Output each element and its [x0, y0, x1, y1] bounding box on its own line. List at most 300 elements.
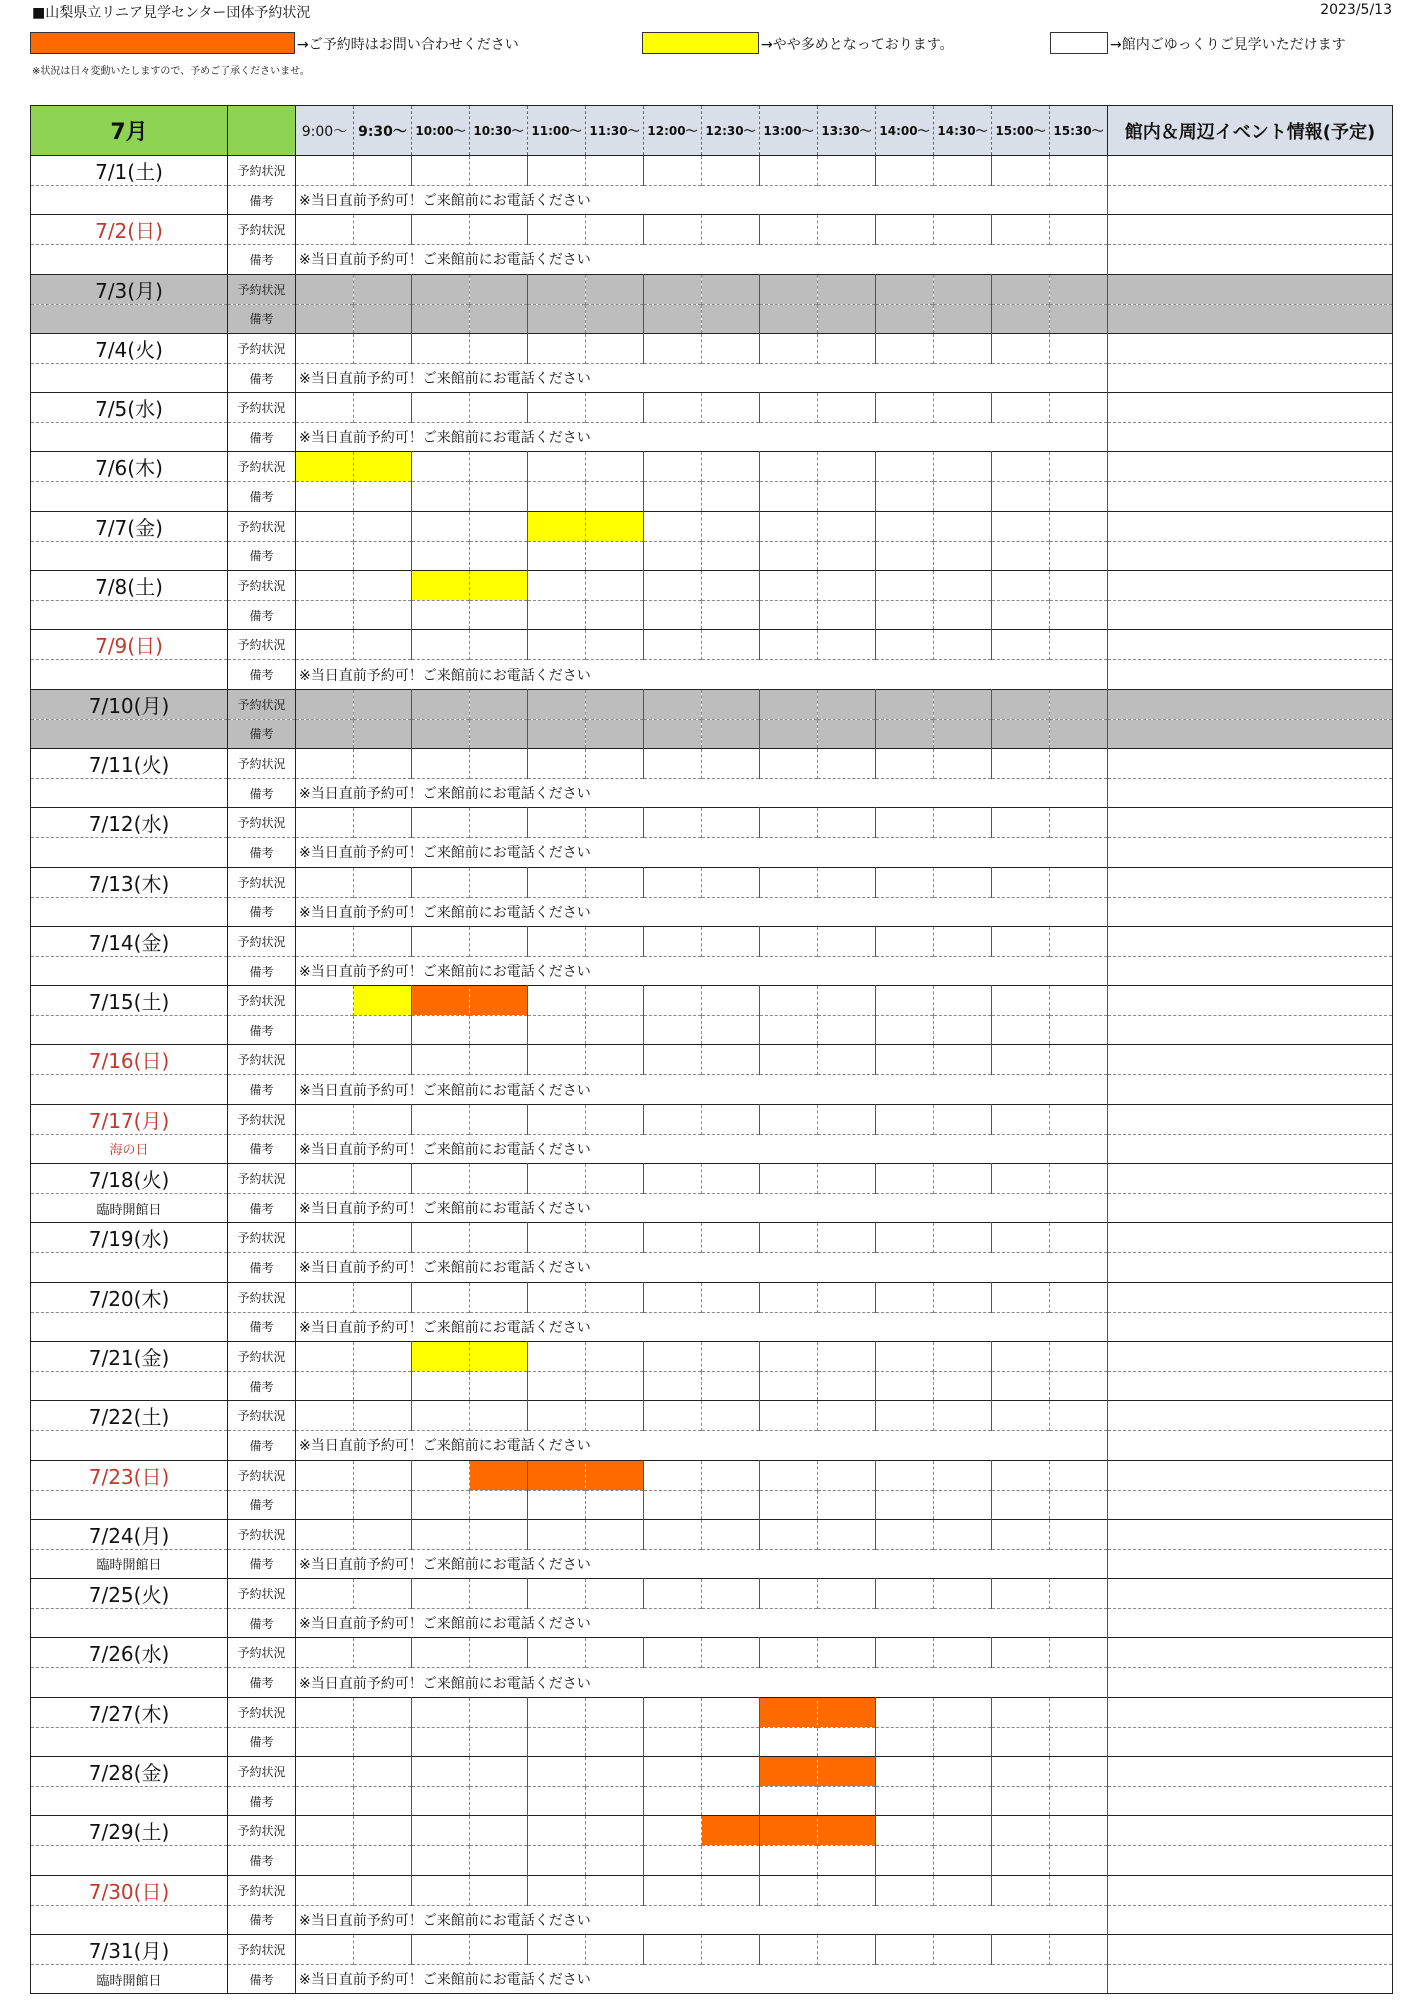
- slot-cell: [586, 571, 644, 601]
- slot-cell: [296, 1223, 354, 1253]
- remark-label: 備考: [228, 186, 296, 215]
- date-cell: 7/19(水): [31, 1223, 228, 1253]
- slot-cell: [412, 808, 470, 838]
- month-header: 7月: [31, 106, 228, 156]
- date-cell: 7/18(火): [31, 1164, 228, 1194]
- slot-cell: [470, 601, 528, 630]
- slot-cell: [644, 1460, 702, 1490]
- remark-cell: ※当日直前予約可！ご来館前にお電話ください: [296, 897, 1108, 926]
- legend-text-orange: →ご予約時はお問い合わせください: [297, 37, 519, 53]
- slot-cell: [644, 1016, 702, 1045]
- slot-cell: [644, 1934, 702, 1964]
- status-label: 予約状況: [228, 393, 296, 423]
- slot-cell: [528, 986, 586, 1016]
- slot-cell: [818, 1401, 876, 1431]
- date-cell: 7/22(土): [31, 1401, 228, 1431]
- slot-cell: [528, 1490, 586, 1519]
- slot-cell: [702, 1875, 760, 1905]
- slot-cell: [992, 1727, 1050, 1756]
- slot-cell: [528, 571, 586, 601]
- table-row: [31, 1194, 1393, 1223]
- event-cell: [1108, 482, 1393, 511]
- table-row: [31, 1164, 1393, 1194]
- slot-cell: [934, 1223, 992, 1253]
- slot-cell: [412, 393, 470, 423]
- slot-cell: [934, 1460, 992, 1490]
- slot-cell: [934, 1816, 992, 1846]
- slot-cell: [760, 333, 818, 363]
- slot-cell: [702, 333, 760, 363]
- date-cell: 7/2(日): [31, 215, 228, 245]
- date-sub-cell: [31, 423, 228, 452]
- slot-cell: [644, 926, 702, 956]
- remark-label: 備考: [228, 1075, 296, 1104]
- date-sub-cell: [31, 660, 228, 689]
- slot-cell: [1050, 393, 1108, 423]
- slot-cell: [818, 1460, 876, 1490]
- slot-cell: [1050, 1016, 1108, 1045]
- slot-header: 11:00〜: [528, 106, 586, 156]
- slot-cell: [296, 304, 354, 333]
- slot-cell: [528, 1016, 586, 1045]
- slot-cell: [296, 1104, 354, 1134]
- slot-cell: [992, 630, 1050, 660]
- slot-cell: [528, 1164, 586, 1194]
- slot-cell: [760, 482, 818, 511]
- slot-cell: [528, 601, 586, 630]
- slot-cell: [876, 1401, 934, 1431]
- event-cell: [1108, 1549, 1393, 1578]
- slot-cell: [876, 215, 934, 245]
- date-sub-cell: [31, 1787, 228, 1816]
- slot-cell: [1050, 1816, 1108, 1846]
- slot-cell: [296, 1875, 354, 1905]
- event-cell: [1108, 926, 1393, 956]
- slot-cell: [470, 1846, 528, 1875]
- slot-cell: [470, 1282, 528, 1312]
- slot-cell: [876, 1727, 934, 1756]
- slot-cell: [934, 601, 992, 630]
- slot-cell: [296, 1638, 354, 1668]
- slot-cell: [644, 1697, 702, 1727]
- slot-cell: [818, 1697, 876, 1727]
- slot-cell: [412, 748, 470, 778]
- slot-cell: [876, 156, 934, 186]
- slot-cell: [354, 1757, 412, 1787]
- slot-cell: [876, 393, 934, 423]
- date-sub-cell: [31, 1905, 228, 1934]
- slot-cell: [992, 156, 1050, 186]
- slot-cell: [354, 1519, 412, 1549]
- slot-cell: [760, 541, 818, 570]
- slot-cell: [934, 1490, 992, 1519]
- slot-cell: [992, 452, 1050, 482]
- slot-cell: [876, 304, 934, 333]
- slot-header: 15:30〜: [1050, 106, 1108, 156]
- slot-cell: [818, 1875, 876, 1905]
- slot-cell: [354, 926, 412, 956]
- event-cell: [1108, 897, 1393, 926]
- table-row: [31, 423, 1393, 452]
- slot-cell: [818, 1223, 876, 1253]
- date-sub-cell: [31, 1846, 228, 1875]
- slot-cell: [1050, 689, 1108, 719]
- event-cell: [1108, 1519, 1393, 1549]
- slot-cell: [934, 1104, 992, 1134]
- slot-cell: [412, 1579, 470, 1609]
- event-cell: [1108, 1164, 1393, 1194]
- slot-cell: [702, 719, 760, 748]
- reservation-table: [30, 105, 1393, 1994]
- slot-cell: [702, 393, 760, 423]
- slot-cell: [934, 1282, 992, 1312]
- slot-cell: [934, 1727, 992, 1756]
- slot-cell: [586, 333, 644, 363]
- slot-cell: [876, 1519, 934, 1549]
- slot-cell: [296, 630, 354, 660]
- date-cell: 7/10(月): [31, 689, 228, 719]
- slot-cell: [354, 1697, 412, 1727]
- event-cell: [1108, 1460, 1393, 1490]
- slot-cell: [644, 304, 702, 333]
- slot-cell: [934, 986, 992, 1016]
- slot-cell: [586, 689, 644, 719]
- slot-cell: [470, 1104, 528, 1134]
- slot-cell: [412, 1401, 470, 1431]
- date-sub-cell: [31, 1490, 228, 1519]
- slot-cell: [702, 1164, 760, 1194]
- status-label: 予約状況: [228, 156, 296, 186]
- slot-cell: [528, 1934, 586, 1964]
- slot-cell: [818, 1816, 876, 1846]
- event-cell: [1108, 1757, 1393, 1787]
- date-cell: 7/25(火): [31, 1579, 228, 1609]
- slot-cell: [470, 511, 528, 541]
- slot-cell: [702, 304, 760, 333]
- table-row: [31, 363, 1393, 392]
- slot-cell: [354, 1934, 412, 1964]
- slot-cell: [586, 452, 644, 482]
- remark-cell: ※当日直前予約可！ご来館前にお電話ください: [296, 1905, 1108, 1934]
- event-cell: [1108, 1431, 1393, 1460]
- slot-cell: [528, 808, 586, 838]
- slot-cell: [354, 333, 412, 363]
- slot-cell: [412, 1727, 470, 1756]
- event-header: 館内＆周辺イベント情報(予定): [1108, 106, 1393, 156]
- slot-cell: [296, 926, 354, 956]
- slot-cell: [702, 1638, 760, 1668]
- slot-cell: [412, 1341, 470, 1371]
- slot-cell: [1050, 333, 1108, 363]
- table-row: [31, 1964, 1393, 1993]
- date-cell: 7/29(土): [31, 1816, 228, 1846]
- slot-cell: [528, 1460, 586, 1490]
- slot-cell: [644, 571, 702, 601]
- event-cell: [1108, 423, 1393, 452]
- table-row: [31, 1341, 1393, 1371]
- remark-cell: ※当日直前予約可！ご来館前にお電話ください: [296, 1134, 1108, 1163]
- slot-cell: [296, 452, 354, 482]
- status-label: 予約状況: [228, 333, 296, 363]
- slot-cell: [586, 601, 644, 630]
- slot-cell: [1050, 867, 1108, 897]
- date-sub-cell: [31, 1609, 228, 1638]
- slot-cell: [586, 1016, 644, 1045]
- table-row: [31, 956, 1393, 985]
- slot-cell: [412, 1223, 470, 1253]
- slot-cell: [412, 1697, 470, 1727]
- slot-cell: [354, 986, 412, 1016]
- slot-cell: [934, 689, 992, 719]
- date-sub-cell: [31, 1371, 228, 1400]
- slot-cell: [296, 1519, 354, 1549]
- date-sub-cell: [31, 838, 228, 867]
- slot-cell: [296, 1816, 354, 1846]
- slot-cell: [354, 1016, 412, 1045]
- slot-cell: [586, 1816, 644, 1846]
- table-row: [31, 1223, 1393, 1253]
- event-cell: [1108, 1668, 1393, 1697]
- slot-cell: [354, 1223, 412, 1253]
- slot-cell: [586, 1519, 644, 1549]
- slot-cell: [296, 571, 354, 601]
- slot-cell: [586, 1282, 644, 1312]
- slot-cell: [1050, 1697, 1108, 1727]
- slot-cell: [586, 808, 644, 838]
- slot-cell: [412, 1519, 470, 1549]
- event-cell: [1108, 1134, 1393, 1163]
- slot-cell: [644, 1401, 702, 1431]
- slot-cell: [296, 1787, 354, 1816]
- slot-cell: [644, 1846, 702, 1875]
- slot-cell: [818, 393, 876, 423]
- event-cell: [1108, 867, 1393, 897]
- slot-cell: [992, 1016, 1050, 1045]
- event-cell: [1108, 1697, 1393, 1727]
- slot-cell: [470, 1490, 528, 1519]
- slot-cell: [818, 1016, 876, 1045]
- event-cell: [1108, 1934, 1393, 1964]
- slot-cell: [354, 1401, 412, 1431]
- slot-cell: [818, 1727, 876, 1756]
- status-label: 予約状況: [228, 1579, 296, 1609]
- event-cell: [1108, 986, 1393, 1016]
- slot-cell: [1050, 1519, 1108, 1549]
- date-sub-cell: [31, 1075, 228, 1104]
- slot-cell: [296, 1490, 354, 1519]
- slot-cell: [470, 541, 528, 570]
- date-sub-cell: [31, 1016, 228, 1045]
- slot-cell: [992, 482, 1050, 511]
- slot-cell: [760, 1697, 818, 1727]
- table-row: [31, 1282, 1393, 1312]
- slot-cell: [1050, 541, 1108, 570]
- table-row: [31, 1075, 1393, 1104]
- remark-cell: ※当日直前予約可！ご来館前にお電話ください: [296, 778, 1108, 807]
- slot-cell: [644, 452, 702, 482]
- slot-cell: [296, 393, 354, 423]
- slot-header: 12:00〜: [644, 106, 702, 156]
- slot-cell: [934, 1341, 992, 1371]
- table-row: [31, 511, 1393, 541]
- slot-cell: [818, 1638, 876, 1668]
- remark-cell: ※当日直前予約可！ご来館前にお電話ください: [296, 1075, 1108, 1104]
- slot-cell: [644, 541, 702, 570]
- event-cell: [1108, 1104, 1393, 1134]
- table-header-row: [31, 106, 1393, 156]
- slot-cell: [934, 1579, 992, 1609]
- event-cell: [1108, 1905, 1393, 1934]
- remark-label: 備考: [228, 1016, 296, 1045]
- date-sub-cell: [31, 1312, 228, 1341]
- slot-cell: [702, 1846, 760, 1875]
- table-row: [31, 1401, 1393, 1431]
- slot-cell: [644, 1579, 702, 1609]
- event-cell: [1108, 156, 1393, 186]
- slot-cell: [470, 1757, 528, 1787]
- slot-cell: [818, 1519, 876, 1549]
- slot-cell: [876, 1787, 934, 1816]
- table-row: [31, 1104, 1393, 1134]
- event-cell: [1108, 1371, 1393, 1400]
- slot-cell: [354, 1460, 412, 1490]
- slot-cell: [818, 304, 876, 333]
- slot-cell: [876, 1045, 934, 1075]
- slot-cell: [586, 867, 644, 897]
- remark-cell: ※当日直前予約可！ご来館前にお電話ください: [296, 1609, 1108, 1638]
- slot-cell: [296, 808, 354, 838]
- slot-cell: [470, 1045, 528, 1075]
- slot-cell: [470, 215, 528, 245]
- slot-cell: [702, 274, 760, 304]
- slot-cell: [296, 1164, 354, 1194]
- slot-cell: [876, 1223, 934, 1253]
- slot-cell: [818, 926, 876, 956]
- slot-cell: [760, 630, 818, 660]
- table-row: [31, 1045, 1393, 1075]
- slot-cell: [644, 1371, 702, 1400]
- table-row: [31, 926, 1393, 956]
- remark-label: 備考: [228, 778, 296, 807]
- slot-cell: [296, 1371, 354, 1400]
- slot-cell: [992, 1697, 1050, 1727]
- remark-label: 備考: [228, 304, 296, 333]
- slot-cell: [296, 689, 354, 719]
- slot-cell: [876, 986, 934, 1016]
- slot-cell: [1050, 1401, 1108, 1431]
- date-cell: 7/14(金): [31, 926, 228, 956]
- slot-cell: [876, 333, 934, 363]
- slot-cell: [296, 986, 354, 1016]
- slot-cell: [528, 1816, 586, 1846]
- remark-label: 備考: [228, 1846, 296, 1875]
- remark-cell: ※当日直前予約可！ご来館前にお電話ください: [296, 363, 1108, 392]
- slot-cell: [1050, 1164, 1108, 1194]
- remark-cell: ※当日直前予約可！ご来館前にお電話ください: [296, 1668, 1108, 1697]
- slot-cell: [818, 1846, 876, 1875]
- slot-cell: [586, 630, 644, 660]
- slot-header: 11:30〜: [586, 106, 644, 156]
- slot-cell: [412, 1371, 470, 1400]
- slot-cell: [992, 511, 1050, 541]
- slot-cell: [818, 482, 876, 511]
- slot-cell: [644, 1104, 702, 1134]
- slot-cell: [818, 748, 876, 778]
- slot-cell: [296, 748, 354, 778]
- event-cell: [1108, 393, 1393, 423]
- date-cell: 7/15(土): [31, 986, 228, 1016]
- table-row: [31, 333, 1393, 363]
- slot-cell: [586, 1697, 644, 1727]
- slot-cell: [528, 1282, 586, 1312]
- slot-cell: [1050, 1579, 1108, 1609]
- slot-cell: [934, 748, 992, 778]
- table-row: [31, 660, 1393, 689]
- slot-cell: [934, 452, 992, 482]
- slot-cell: [702, 571, 760, 601]
- slot-cell: [818, 1934, 876, 1964]
- slot-cell: [354, 1875, 412, 1905]
- remark-label: 備考: [228, 541, 296, 570]
- slot-cell: [876, 719, 934, 748]
- slot-cell: [760, 1875, 818, 1905]
- slot-cell: [760, 1282, 818, 1312]
- slot-cell: [818, 511, 876, 541]
- remark-label: 備考: [228, 660, 296, 689]
- slot-cell: [992, 1934, 1050, 1964]
- slot-cell: [760, 1757, 818, 1787]
- date-sub-cell: [31, 1253, 228, 1282]
- remark-label: 備考: [228, 1609, 296, 1638]
- legend-swatch-orange: [30, 32, 295, 54]
- event-cell: [1108, 1253, 1393, 1282]
- slot-cell: [470, 689, 528, 719]
- date-sub-cell: 臨時開館日: [31, 1964, 228, 1993]
- slot-cell: [412, 1757, 470, 1787]
- date-cell: 7/20(木): [31, 1282, 228, 1312]
- table-row: [31, 541, 1393, 570]
- event-cell: [1108, 1223, 1393, 1253]
- slot-cell: [876, 274, 934, 304]
- slot-cell: [644, 1727, 702, 1756]
- slot-cell: [934, 1638, 992, 1668]
- slot-cell: [470, 304, 528, 333]
- slot-cell: [644, 1816, 702, 1846]
- slot-cell: [528, 482, 586, 511]
- slot-cell: [296, 1045, 354, 1075]
- date-cell: 7/13(木): [31, 867, 228, 897]
- slot-header: 14:00〜: [876, 106, 934, 156]
- slot-cell: [470, 1697, 528, 1727]
- slot-cell: [644, 1875, 702, 1905]
- slot-cell: [586, 156, 644, 186]
- slot-cell: [876, 1875, 934, 1905]
- slot-cell: [992, 393, 1050, 423]
- table-row: [31, 482, 1393, 511]
- slot-cell: [586, 1727, 644, 1756]
- date-sub-cell: [31, 778, 228, 807]
- slot-cell: [702, 1371, 760, 1400]
- slot-cell: [296, 1934, 354, 1964]
- date-cell: 7/31(月): [31, 1934, 228, 1964]
- event-cell: [1108, 333, 1393, 363]
- slot-cell: [470, 1519, 528, 1549]
- slot-cell: [760, 1371, 818, 1400]
- slot-cell: [992, 867, 1050, 897]
- slot-cell: [528, 719, 586, 748]
- slot-cell: [644, 1490, 702, 1519]
- slot-header: 15:00〜: [992, 106, 1050, 156]
